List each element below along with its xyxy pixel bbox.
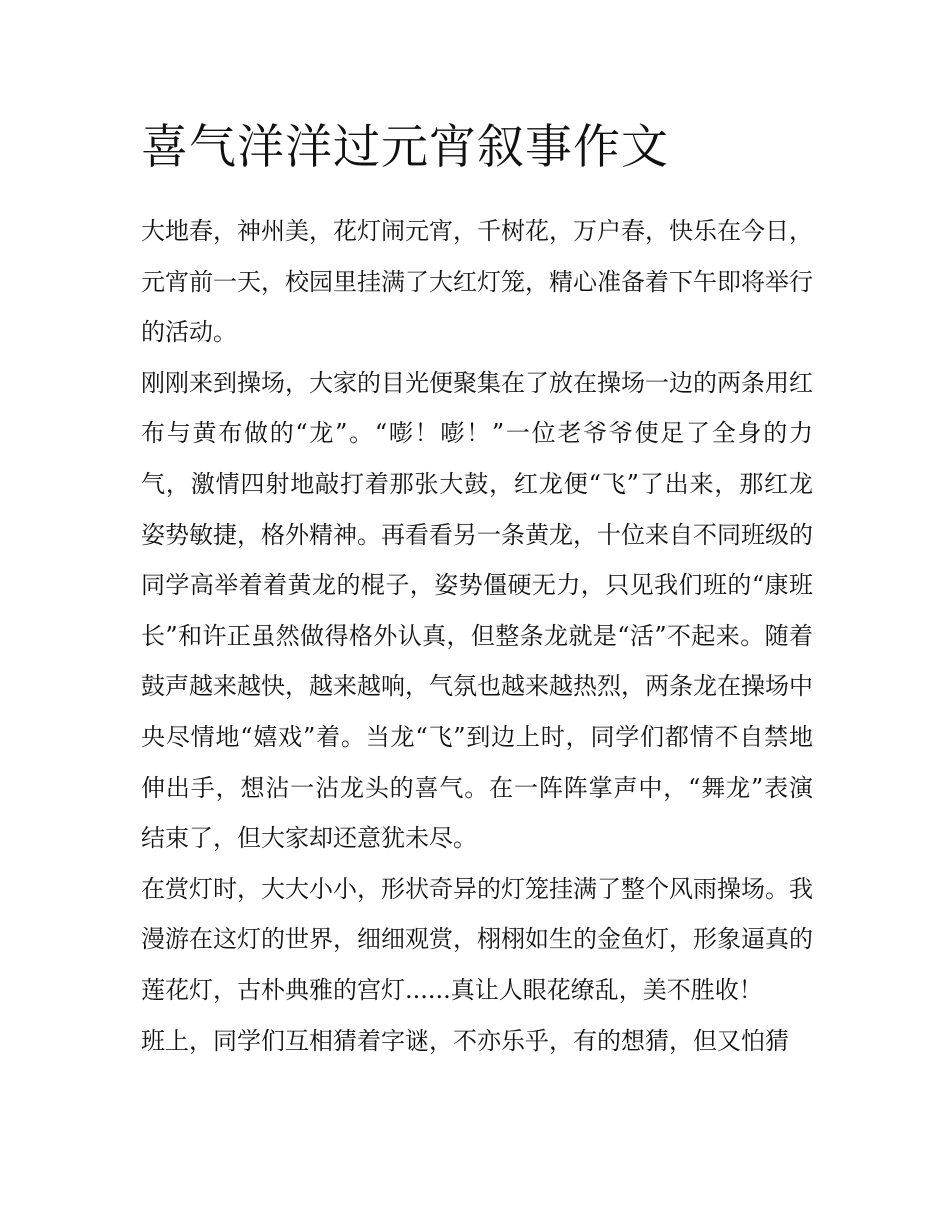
paragraph-riddles: 班上，同学们互相猜着字谜，不亦乐乎，有的想猜，但又怕猜 [141,1026,789,1055]
paragraph-opening: 大地春，神州美，花灯闹元宵，千树花，万户春，快乐在今日，元宵前一天，校园里挂满了大红灯笼，精心准备着下午即将举行的活动。 [141,217,813,347]
paragraph-lanterns: 在赏灯时，大大小小，形状奇异的灯笼挂满了整个风雨操场。我漫游在这灯的世界，细细观赏，栩栩如生的金鱼灯，形象逼真的莲花灯，古朴典雅的宫灯......真让人眼花缭乱，美不胜收！ [141,874,813,1004]
document-title: 喜气洋洋过元宵叙事作文 [141,120,669,175]
document-body [141,112,813,1066]
paragraph-dragon-dance: 刚刚来到操场，大家的目光便聚集在了放在操场一边的两条用红布与黄布做的“龙”。“嘭！嘭！”一位老爷爷使足了全身的力气，激情四射地敲打着那张大鼓，红龙便“飞”了出来，那红龙姿势敏捷，格外精神。再看看另一条黄龙，十位来自不同班级的同学高举着着黄龙的棍子，姿势僵硬无力，只见我们班的“康班长”和许正虽然做得格外认真，但整条龙就是“活”不起来。随着鼓声越来越快，越来越响，气氛也越来越热烈，两条龙在操场中央尽情地“嬉戏”着。当龙“飞”到边上时，同学们都情不自禁地伸出手，想沾一沾龙头的喜气。在一阵阵掌声中，“舞龙”表演结束了，但大家却还意犹未尽。 [141,368,813,853]
